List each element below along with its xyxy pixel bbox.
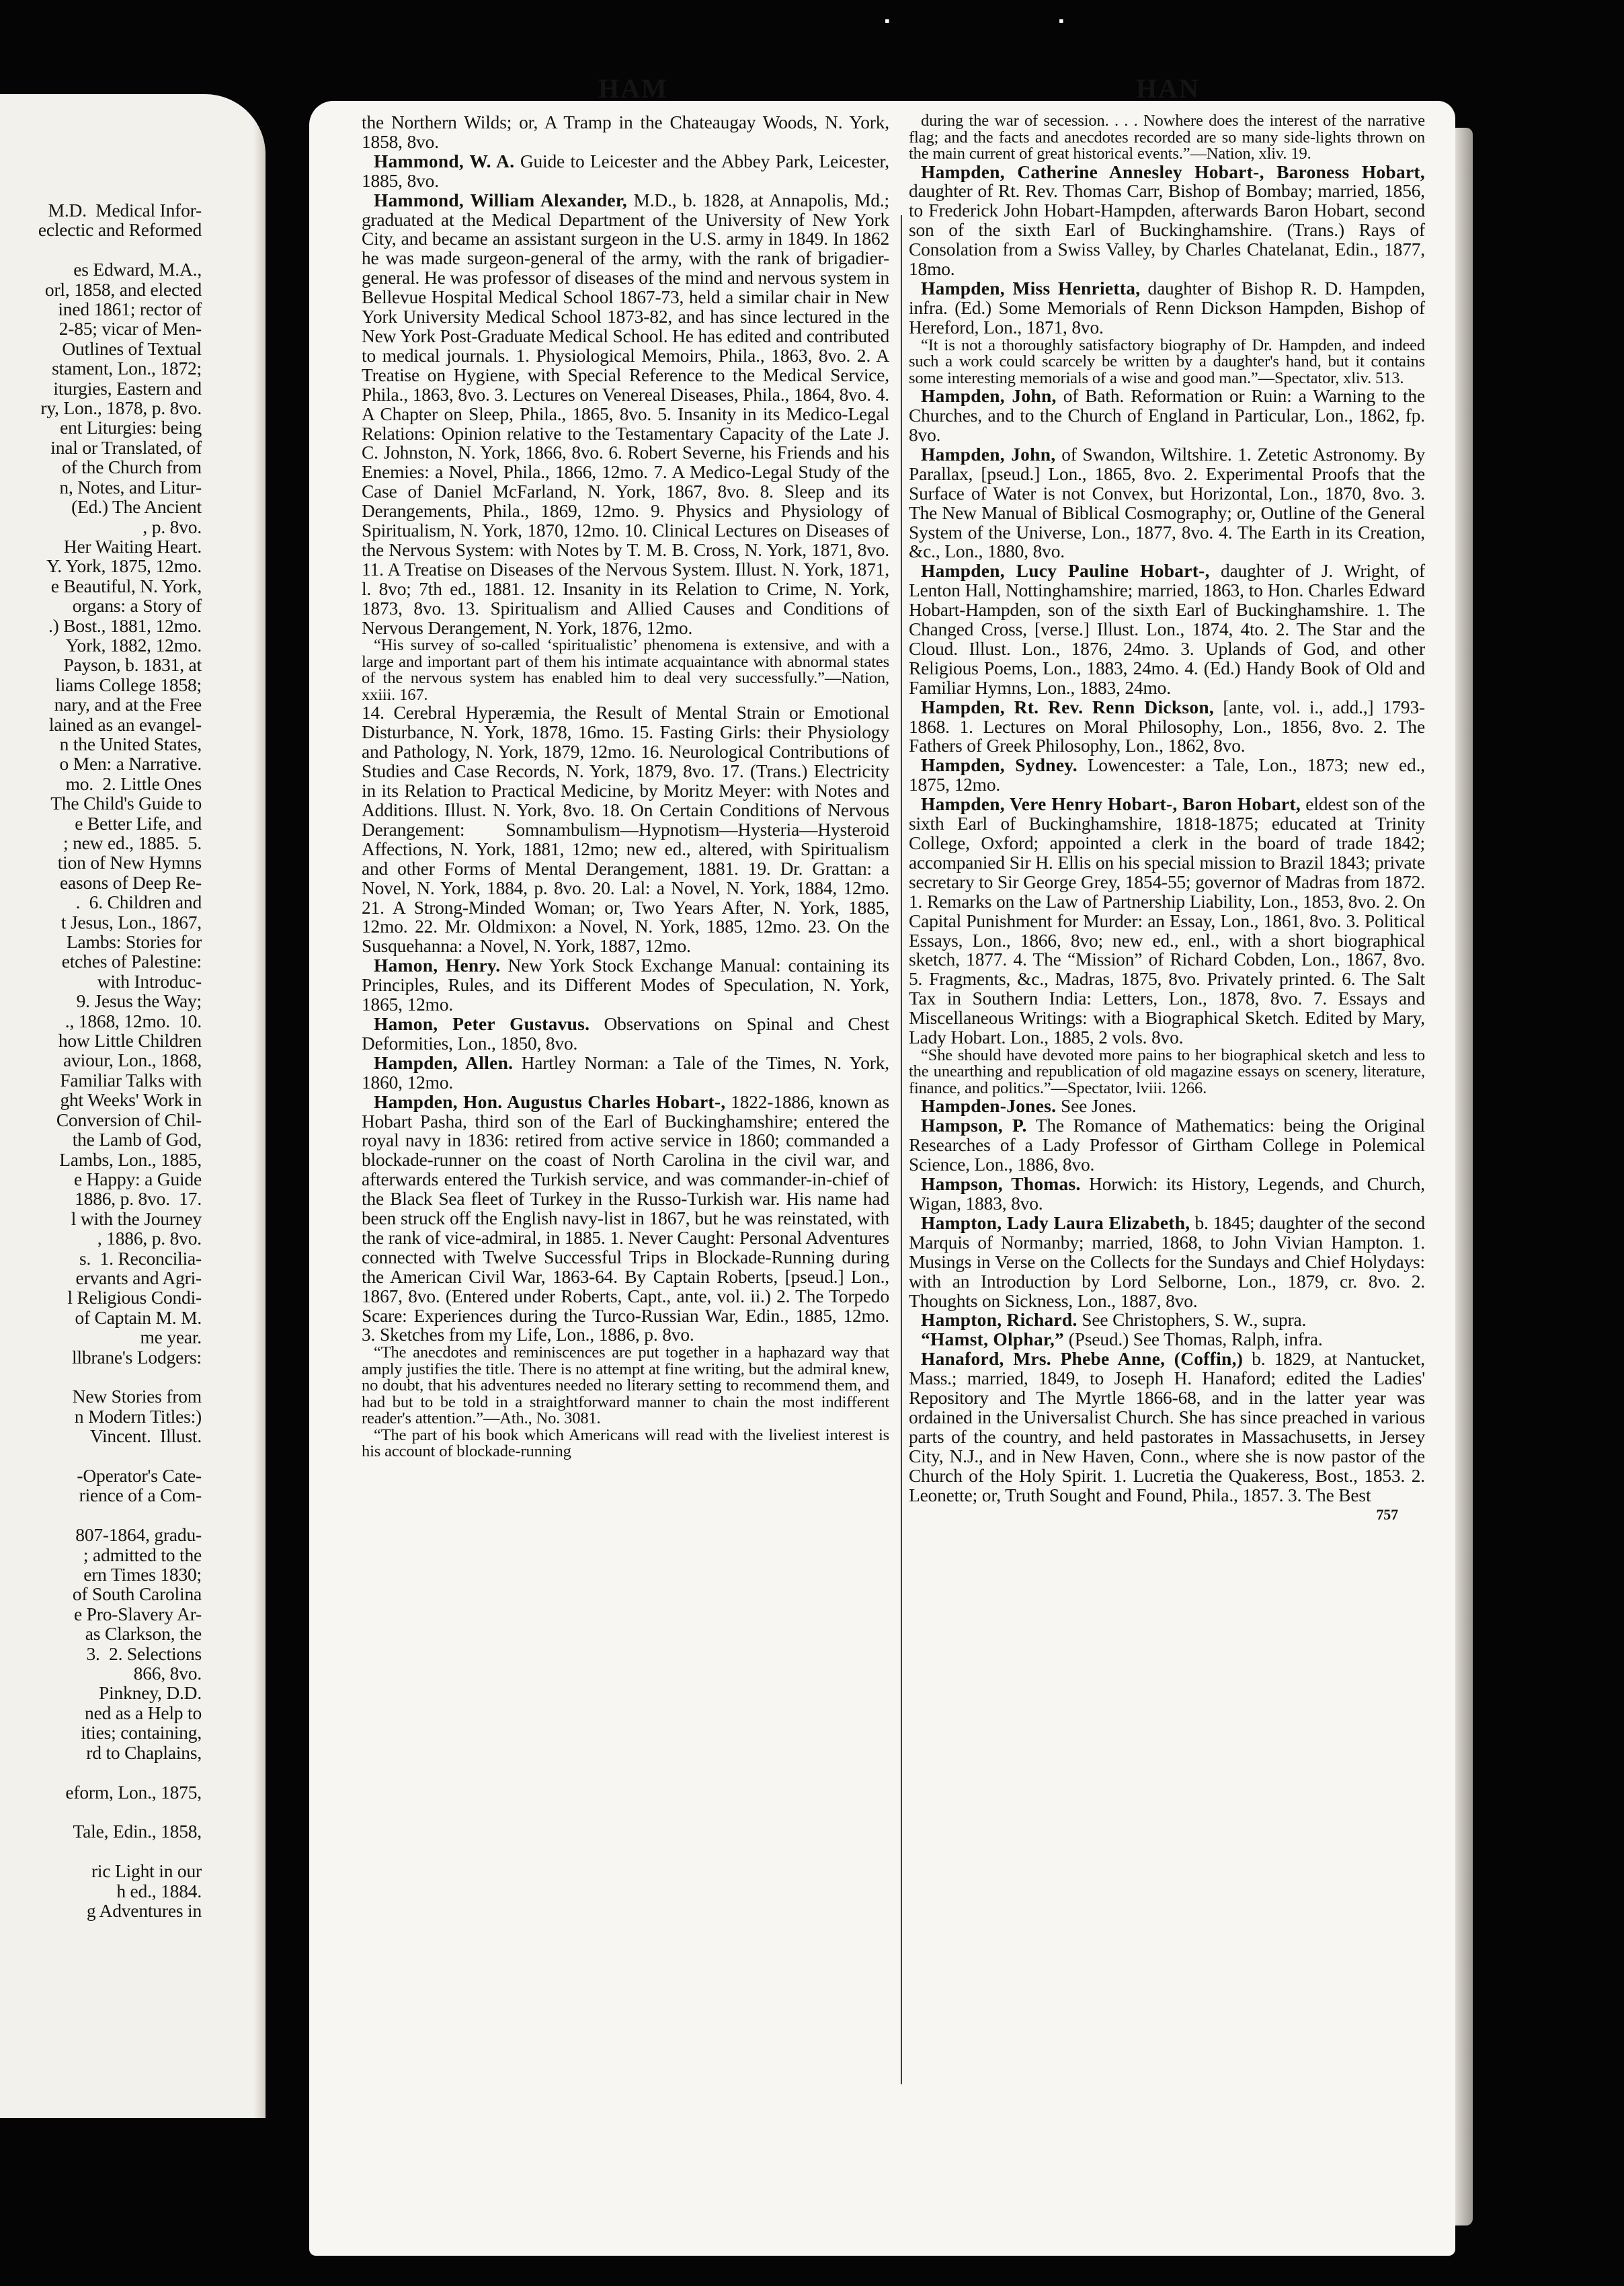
bibliography-entry — [362, 956, 889, 1015]
entry-text: See Christophers, S. W., supra. — [1077, 1310, 1307, 1331]
entry-text: 14. Cerebral Hyperæmia, the Result of Mental Strain or Emotional Disturbance, N. York, 1878, 16mo. 15. Fasting Girls: their Physiology and Pathology, N. York, 1879, 12mo. 16. Neurological Contributions of Studies and Case Records, N. York, 1879, 8vo. 17. (Trans.) Electricity in its Relation to Practical Medicine, by Moritz Meyer: with Notes and Additions. Illust. N. York, 8vo. 18. On Certain Conditions of Nervous Derangement: Somnambulism—Hypnotism—Hysteria—Hysteroid Affections, N. York, 1881, 12mo; new ed., altered, with Spiritualism and other Forms of Mental Derangement, 1881. 19. Dr. Grattan: a Novel, N. York, 1884, p. 8vo. 20. Lal: a Novel, N. York, 1884, 12mo. 21. A Strong-Minded Woman; or, Two Years After, N. York, 1885, 12mo. 22. Mr. Oldmixon: a Novel, N. York, 1885, 12mo. 23. On the Susquehanna: a Novel, N. York, 1887, 12mo. — [362, 703, 889, 957]
facing-page-line: Lambs, Lon., 1885, — [59, 1148, 202, 1170]
entry-text: Observations on Spinal and Chest Deformities, Lon., 1850, 8vo. — [362, 1013, 889, 1054]
facing-page-line — [0, 1762, 202, 1782]
entry-headword: Hammond, W. A. — [374, 151, 515, 171]
facing-page-line: eclectic and Reformed — [38, 219, 202, 241]
facing-page-line: ; new ed., 1885. 5. — [63, 832, 202, 853]
facing-page-line: g Adventures in — [86, 1899, 202, 1921]
bibliography-entry — [362, 152, 889, 191]
facing-page-line: , 1886, p. 8vo. — [97, 1228, 202, 1249]
entry-text: (Pseud.) See Thomas, Ralph, infra. — [1064, 1329, 1323, 1350]
column-rule — [901, 215, 902, 2084]
bibliography-entry — [909, 1310, 1425, 1330]
bibliography-entry — [909, 1349, 1425, 1505]
bibliography-entry — [362, 1054, 889, 1093]
facing-page-line: h ed., 1884. — [116, 1880, 202, 1901]
facing-page-line: as Clarkson, the — [85, 1623, 202, 1645]
bibliography-entry — [909, 1214, 1425, 1311]
entry-headword: Hanaford, Mrs. Phebe Anne, (Coffin,) — [921, 1349, 1244, 1370]
facing-page-line: e Pro-Slavery Ar- — [73, 1603, 202, 1624]
entry-text: 1822-1886, known as Hobart Pasha, third son of the Earl of Buckinghamshire; entered the royal navy in 1836: retired from active service in 1860; commanded a blockade-runner on the coast of North Carolina in the civil war, and afterwards entered the Turkish service, and was commander-in-chief of the Black Sea fleet of Turkey in the Russo-Turkish war. His name had been struck off the English navy-list in 1867, but he was reinstated, with the rank of vice-admiral, in 1885. 1. Never Caught: Personal Adventures connected with Twelve Successful Trips in Blockade-Running during the American Civil War, 1863-64. By Captain Roberts, [pseud.] Lon., 1867, 8vo. (Entered under Roberts, Capt., ante, vol. ii.) 2. The Torpedo Scare: Experiences during the Turco-Russian War, Edin., 1885, 12mo. 3. Sketches from my Life, Lon., 1886, p. 8vo. — [362, 1091, 889, 1345]
bibliography-entry — [909, 1330, 1425, 1349]
facing-page-line: orl, 1858, and elected — [44, 278, 202, 300]
bibliography-entry — [909, 795, 1425, 1048]
facing-page-line: Pinkney, D.D. — [99, 1682, 202, 1704]
facing-page-line: iturgies, Eastern and — [53, 377, 202, 399]
facing-page-line — [0, 240, 202, 260]
page-number: 757 — [1376, 1505, 1398, 1523]
facing-page-line: ent Liturgies: being — [60, 417, 202, 438]
facing-page-line: etches of Palestine: — [61, 951, 202, 972]
entry-headword: Hampden, Lucy Pauline Hobart-, — [921, 561, 1210, 582]
facing-page-line: e Beautiful, N. York, — [50, 575, 202, 596]
facing-page-line: the Lamb of God, — [72, 1129, 202, 1150]
entry-text: b. 1845; daughter of the second Marquis of Normanby; married, 1868, to John Vivian Hampton. 1. Musings in Verse on the Collects for the Sundays and Chief Holydays: with an Introduction by Lord Selborne, Lon., 1879, cr. 8vo. 2. Thoughts on Sickness, Lon., 1887, 8vo. — [909, 1212, 1425, 1311]
bibliography-entry — [909, 279, 1425, 338]
facing-page-line — [0, 1802, 202, 1821]
facing-page-line: ., 1868, 12mo. 10. — [65, 1010, 202, 1031]
facing-page-line: s. 1. Reconcilia- — [79, 1247, 202, 1269]
facing-page-line: M.D. Medical Infor- — [48, 200, 202, 221]
page-gutter — [253, 94, 266, 2118]
entry-text: daughter of Bishop R. D. Hampden, infra. (Ed.) Some Memorials of Renn Dickson Hampden, Bishop of Hereford, Lon., 1871, 8vo. — [909, 278, 1425, 338]
entry-text: eldest son of the sixth Earl of Buckinghamshire, 1818-1875; educated at Trinity College, Oxford; appointed a clerk in the board of trade 1842; accompanied Sir H. Ellis on his special mission to Brazil 1843; private secretary to Sir George Grey, 1854-55; governor of Madras from 1872. 1. Remarks on the Law of Partnership Liability, Lon., 1853, 8vo. 2. On Capital Punishment for Murder: an Essay, Lon., 1861, 8vo. 3. Political Essays, Lon., 1866, 8vo; new ed., enl., with a short biographical sketch, 1877. 4. The “Mission” of Richard Cobden, Lon., 1867, 8vo. 5. Fragments, &c., Madras, 1875, 8vo. Privately printed. 6. The Salt Tax in Southern India: Letters, Lon., 1878, 8vo. 7. Essays and Miscellaneous Writings: with a Biographical Sketch. Edited by Mary, Lady Hobart. Lon., 1885, 2 vols. 8vo. — [909, 794, 1425, 1048]
facing-page-line: New Stories from — [72, 1386, 202, 1407]
facing-page-line: ities; containing, — [81, 1722, 202, 1743]
facing-page-line: of Captain M. M. — [75, 1306, 202, 1328]
facing-page-line: e Better Life, and — [75, 812, 202, 834]
review-quote: “The anecdotes and reminiscences are put together in a haphazard way that amply justifies the title. There is no attempt at fine writing, but the admiral knew, no doubt, that his adventures needed no literary setting to recommend them, and had but to be told in a straightforward manner to chain the most indifferent reader's attention.”—Ath., No. 3081. — [362, 1343, 889, 1428]
facing-page-line: aviour, Lon., 1868, — [63, 1050, 202, 1071]
entry-headword: “Hamst, Olphar,” — [921, 1329, 1065, 1350]
facing-page-line: o Men: a Narrative. — [59, 753, 202, 775]
entry-text: Horwich: its History, Legends, and Church, Wigan, 1883, 8vo. — [909, 1174, 1425, 1214]
facing-page-text — [0, 200, 202, 1920]
facing-page-line: es Edward, M.A., — [73, 259, 202, 280]
facing-page-line: e Happy: a Guide — [74, 1168, 202, 1189]
entry-headword: Hampden, John, — [921, 386, 1057, 407]
entry-headword: Hampden, Sydney. — [921, 755, 1078, 776]
facing-page-line: 866, 8vo. — [133, 1663, 202, 1684]
review-quote: during the war of secession. . . . Nowhere does the interest of the narrative flag; and the facts and anecdotes recorded are so many side-lights thrown on the main current of great historical events.”—Nation, xliv. 19. — [909, 112, 1425, 163]
entry-text: The Romance of Mathematics: being the Original Researches of a Lady Professor of Girtham College in Polemical Science, Lon., 1886, 8vo. — [909, 1115, 1425, 1175]
bibliography-entry — [909, 561, 1425, 697]
bibliography-entry — [909, 756, 1425, 795]
entry-text: the Northern Wilds; or, A Tramp in the Chateaugay Woods, N. York, 1858, 8vo. — [362, 112, 889, 152]
facing-page-line: how Little Children — [58, 1030, 202, 1052]
page-edge — [1455, 128, 1473, 2225]
facing-page-line: 9. Jesus the Way; — [76, 990, 202, 1012]
facing-page-line: liams College 1858; — [55, 674, 202, 695]
facing-page-line: eform, Lon., 1875, — [65, 1781, 202, 1803]
entry-headword: Hampson, P. — [921, 1115, 1027, 1136]
entry-text: Hartley Norman: a Tale of the Times, N. York, 1860, 12mo. — [362, 1052, 889, 1093]
entry-text: [ante, vol. i., add.,] 1793-1868. 1. Lectures on Moral Philosophy, Lon., 1856, 8vo. 2. The Fathers of Greek Philosophy, Lon., 1862, 8vo. — [909, 697, 1425, 756]
scan-speck: ▪ — [1059, 12, 1064, 29]
scan-speck: ▪ — [885, 12, 890, 29]
entry-headword: Hampton, Richard. — [921, 1310, 1078, 1331]
entry-text: Guide to Leicester and the Abbey Park, Leicester, 1885, 8vo. — [362, 151, 889, 191]
facing-page-line: stament, Lon., 1872; — [52, 358, 202, 379]
bibliography-entry — [909, 1175, 1425, 1214]
facing-page-line: organs: a Story of — [72, 595, 202, 617]
facing-page-line: 1886, p. 8vo. 17. — [75, 1188, 202, 1210]
entry-headword: Hamon, Henry. — [374, 955, 501, 976]
bibliography-entry — [909, 698, 1425, 756]
entry-headword: Hampden, John, — [921, 444, 1056, 465]
bibliography-entry — [909, 445, 1425, 561]
facing-page-line: Tale, Edin., 1858, — [73, 1821, 202, 1842]
facing-page-line: l Religious Condi- — [67, 1287, 202, 1308]
facing-page-line: me year. — [140, 1327, 202, 1348]
facing-page-line: Conversion of Chil- — [56, 1109, 202, 1130]
facing-page-line: ern Times 1830; — [83, 1564, 202, 1585]
facing-page-line: llbrane's Lodgers: — [71, 1346, 202, 1368]
entry-text: of Bath. Reformation or Ruin: a Warning to the Churches, and to the Church of England in Particular, Lon., 1862, fp. 8vo. — [909, 386, 1425, 445]
entry-headword: Hampden, Vere Henry Hobart-, Baron Hobart, — [921, 794, 1301, 815]
facing-page-line: -Operator's Cate- — [77, 1465, 202, 1486]
bibliography-entry — [362, 191, 889, 638]
facing-page-line: Lambs: Stories for — [66, 931, 202, 953]
facing-page-line: of the Church from — [62, 457, 202, 478]
entry-headword: Hampden-Jones. — [921, 1096, 1057, 1117]
facing-page-line: with Introduc- — [97, 970, 202, 992]
review-quote: “The part of his book which Americans will read with the liveliest interest is his account of blockade-running — [362, 1425, 889, 1461]
entry-text: M.D., b. 1828, at Annapolis, Md.; graduated at the Medical Department of the University of New York City, and became an assistant surgeon in the U.S. army in 1849. In 1862 he was made surgeon-general of the army, with the rank of brigadier-general. He was professor of diseases of the mind and nervous system in Bellevue Hospital Medical School 1867-73, held a similar chair in New York University Medical School 1873-82, and has since lectured in the New York Post-Graduate Medical School. He has edited and contributed to medical journals. 1. Physiological Memoirs, Phila., 1863, 8vo. 2. A Treatise on Hygiene, with Special Reference to the Medical Service, Phila., 1863, 8vo. 3. Lectures on Venereal Diseases, Phila., 1864, 8vo. 4. A Chapter on Sleep, Phila., 1865, 8vo. 5. Insanity in its Medico-Legal Relations: Opinion relative to the Testamentary Capacity of the Late J. C. Johnston, N. York, 1866, 8vo. 6. Robert Severne, his Friends and his Enemies: a Novel, Phila., 1866, 12mo. 7. A Medico-Legal Study of the Case of Daniel McFarland, N. York, 1867, 8vo. 8. Sleep and its Derangements, Phila., 1869, 12mo. 9. Physics and Physiology of Spiritualism, N. York, 1870, 12mo. 10. Clinical Lectures on Diseases of the Nervous System: with Notes by T. M. B. Cross, N. York, 1871, 8vo. 11. A Treatise on Diseases of the Nervous System. Illust. N. York, 1871, l. 8vo; 7th ed., 1881. 12. Insanity in its Relation to Crime, N. York, 1873, 8vo. 13. Spiritualism and Allied Causes and Conditions of Nervous Derangement, N. York, 1876, 12mo. — [362, 190, 889, 638]
entry-text: New York Stock Exchange Manual: containing its Principles, Rules, and its Different Modes of Speculation, N. York, 1865, 12mo. — [362, 955, 889, 1015]
facing-page-line — [0, 1446, 202, 1466]
facing-page-line: of South Carolina — [72, 1583, 202, 1605]
facing-page-line: mo. 2. Little Ones — [65, 773, 202, 794]
bibliography-entry — [362, 703, 889, 956]
facing-page-line: Her Waiting Heart. — [63, 535, 202, 557]
facing-page-line: Vincent. Illust. — [89, 1425, 202, 1447]
facing-page-line: 2-85; vicar of Men- — [58, 318, 202, 340]
facing-page-line: ; admitted to the — [83, 1544, 202, 1565]
facing-page-line: ervants and Agri- — [75, 1267, 202, 1288]
bibliography-entry — [909, 1116, 1425, 1175]
right-column — [909, 113, 1425, 1524]
review-quote: “She should have devoted more pains to her biographical sketch and less to the unearthing and republication of old magazine essays on scenery, literature, finance, and politics.”—Spectator, lviii. 1266. — [909, 1046, 1425, 1097]
entry-text: daughter of Rt. Rev. Thomas Carr, Bishop of Bombay; married, 1856, to Frederick John Hobart-Hampden, afterwards Baron Hobart, second son of the sixth Earl of Buckinghamshire. (Trans.) Rays of Consolation from a Swiss Valley, by Charles Chatelanat, Edin., 1877, 18mo. — [909, 181, 1425, 280]
bibliography-entry — [362, 1093, 889, 1345]
entry-headword: Hampden, Miss Henrietta, — [921, 278, 1141, 299]
facing-page-line: Y. York, 1875, 12mo. — [46, 555, 202, 577]
entry-headword: Hampden, Hon. Augustus Charles Hobart-, — [374, 1091, 726, 1112]
facing-page-line: ry, Lon., 1878, p. 8vo. — [40, 397, 202, 419]
facing-page-line: ned as a Help to — [85, 1702, 202, 1723]
facing-page-line — [0, 1842, 202, 1861]
facing-page-line — [0, 1367, 202, 1386]
facing-page-line: York, 1882, 12mo. — [65, 634, 202, 656]
facing-page-line: 3. 2. Selections — [86, 1643, 202, 1664]
entry-text: daughter of J. Wright, of Lenton Hall, Nottinghamshire; married, 1863, to Hon. Charles Edward Hobart-Hampden, son of the sixth Earl of Buckinghamshire. 1. The Changed Cross, [verse.] Illust. Lon., 1874, 4to. 2. The Star and the Cloud. Illust. Lon., 1876, 24mo. 3. Uplands of God, and other Religious Poems, Lon., 1883, 24mo. 4. (Ed.) Handy Book of Old and Familiar Hymns, Lon., 1883, 24mo. — [909, 561, 1425, 698]
facing-page-line: rience of a Com- — [79, 1485, 202, 1506]
bibliography-entry — [909, 163, 1425, 279]
entry-headword: Hampden, Catherine Annesley Hobart-, Baroness Hobart, — [921, 161, 1425, 182]
facing-page-line: Familiar Talks with — [60, 1069, 202, 1091]
facing-page-line: t Jesus, Lon., 1867, — [60, 911, 202, 933]
facing-page-line: inal or Translated, of — [50, 436, 202, 458]
facing-page-line: rd to Chaplains, — [86, 1741, 202, 1763]
running-header-left: HAM — [598, 73, 668, 104]
facing-page-line: n the United States, — [59, 733, 202, 754]
entry-headword: Hampden, Rt. Rev. Renn Dickson, — [921, 697, 1215, 717]
facing-page-line: (Ed.) The Ancient — [71, 496, 202, 518]
facing-page-line — [0, 1505, 202, 1525]
entry-headword: Hampton, Lady Laura Elizabeth, — [921, 1212, 1190, 1233]
entry-headword: Hampden, Allen. — [374, 1052, 514, 1073]
facing-page-line: l with the Journey — [71, 1208, 202, 1229]
bibliography-entry — [362, 1015, 889, 1054]
facing-page-line: 807-1864, gradu- — [75, 1524, 202, 1546]
entry-text: See Jones. — [1056, 1096, 1137, 1117]
review-quote: “His survey of so-called ‘spiritualistic’ phenomena is extensive, and with a large and important part of them his intimate acquaintance with abnormal states of the nervous system has enabled him to deal very successfully.”—Nation, xxiii. 167. — [362, 636, 889, 704]
facing-page-line: .) Bost., 1881, 12mo. — [48, 615, 202, 636]
entry-text: of Swandon, Wiltshire. 1. Zetetic Astronomy. By Parallax, [pseud.] Lon., 1865, 8vo. 2. Experimental Proofs that the Surface of Water is not Convex, but Horizontal, Lon., 1870, 8vo. 3. The New Manual of Biblical Cosmography; or, Outline of the General System of the Universe, Lon., 1877, 8vo. 4. The Earth in its Creation, &c., Lon., 1880, 8vo. — [909, 444, 1426, 562]
entry-text: b. 1829, at Nantucket, Mass.; married, 1849, to Joseph H. Hanaford; edited the Ladies' Repository and The Myrtle 1866-68, and in the latter year was ordained in the Universalist Church. She has since preached in various parts of the country, and held pastorates in Massachusetts, in Jersey City, N.J., and in New Haven, Conn., where she is now pastor of the Church of the Holy Spirit. 1. Lucretia the Quakeress, Bost., 1853. 2. Leonette; or, Truth Sought and Found, Phila., 1857. 3. The Best — [909, 1349, 1425, 1505]
facing-page-line: , p. 8vo. — [143, 516, 202, 537]
facing-page-line: ric Light in our — [91, 1860, 202, 1882]
facing-page-line: tion of New Hymns — [57, 852, 202, 873]
bibliography-entry — [362, 113, 889, 152]
facing-page-line: lained as an evangel- — [48, 713, 202, 735]
facing-page-line: ined 1861; rector of — [58, 299, 202, 320]
entry-headword: Hampson, Thomas. — [921, 1174, 1081, 1195]
facing-page — [0, 94, 266, 2118]
facing-page-line: Outlines of Textual — [62, 338, 202, 359]
facing-page-line: Payson, b. 1831, at — [63, 654, 202, 676]
entry-headword: Hammond, William Alexander, — [374, 190, 627, 210]
facing-page-line: n, Notes, and Litur- — [59, 476, 202, 498]
review-quote: “It is not a thoroughly satisfactory biography of Dr. Hampden, and indeed such a work could scarcely be written by a daughter's hand, but it contains some interesting memorials of a wise and good man.”—Spectator, xliv. 513. — [909, 336, 1425, 387]
facing-page-line: The Child's Guide to — [50, 793, 202, 814]
facing-page-line: . 6. Children and — [75, 892, 202, 913]
running-header-right: HAN — [1136, 73, 1200, 104]
entry-text: Lowencester: a Tale, Lon., 1873; new ed., 1875, 12mo. — [909, 755, 1425, 795]
bibliography-entry — [909, 387, 1425, 445]
bibliography-entry — [909, 1097, 1425, 1116]
entry-headword: Hamon, Peter Gustavus. — [374, 1013, 590, 1034]
facing-page-line: easons of Deep Re- — [60, 871, 202, 893]
facing-page-line: ght Weeks' Work in — [60, 1089, 202, 1111]
facing-page-line: n Modern Titles:) — [74, 1405, 202, 1427]
facing-page-line: nary, and at the Free — [54, 694, 202, 715]
left-column — [362, 113, 889, 1460]
